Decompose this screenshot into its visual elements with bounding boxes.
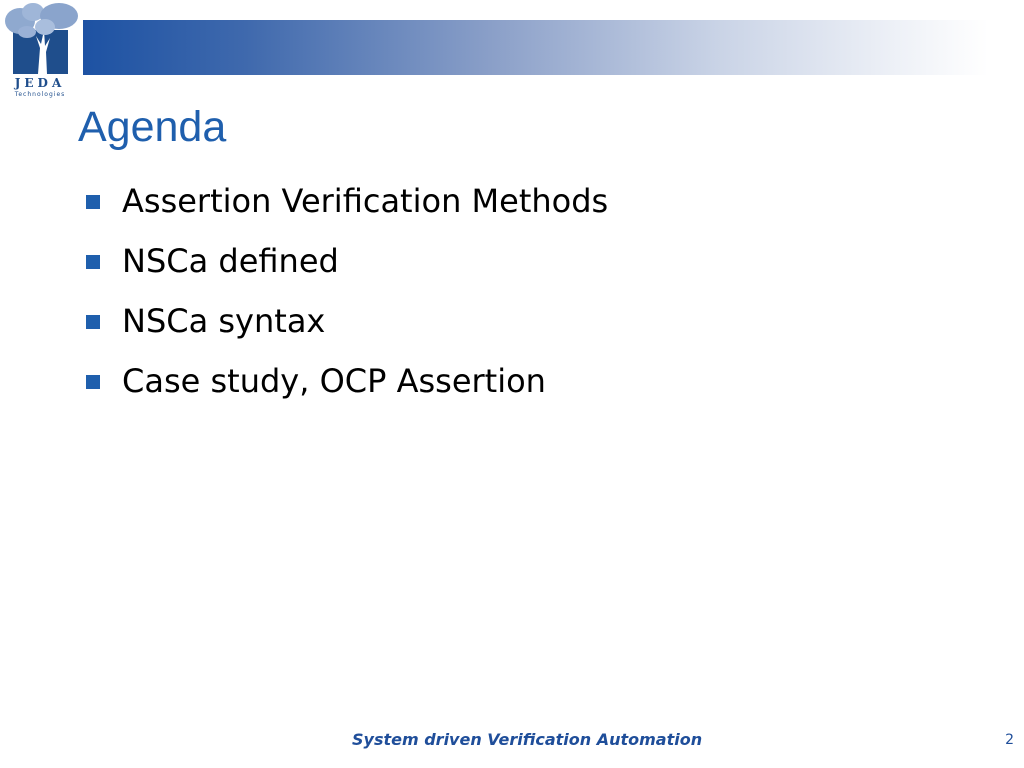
agenda-item bbox=[86, 356, 608, 416]
company-logo bbox=[0, 0, 82, 104]
square-bullet-icon bbox=[86, 195, 100, 209]
footer-tagline: System driven Verification Automation bbox=[352, 730, 703, 749]
agenda-item-text: NSCa syntax bbox=[122, 302, 326, 340]
slide-title: Agenda bbox=[78, 103, 227, 151]
logo-subtitle: Technologies bbox=[14, 91, 66, 98]
square-bullet-icon bbox=[86, 375, 100, 389]
agenda-item bbox=[86, 236, 608, 296]
agenda-list bbox=[86, 176, 608, 416]
square-bullet-icon bbox=[86, 255, 100, 269]
logo-wordmark: JEDA bbox=[14, 76, 66, 90]
page-number: 2 bbox=[1005, 732, 1014, 748]
agenda-item-text: NSCa defined bbox=[122, 242, 339, 280]
agenda-item-text: Case study, OCP Assertion bbox=[122, 362, 546, 400]
agenda-item bbox=[86, 176, 608, 236]
square-bullet-icon bbox=[86, 315, 100, 329]
agenda-item bbox=[86, 296, 608, 356]
agenda-item-text: Assertion Verification Methods bbox=[122, 182, 609, 220]
header-gradient-bar bbox=[83, 20, 988, 75]
